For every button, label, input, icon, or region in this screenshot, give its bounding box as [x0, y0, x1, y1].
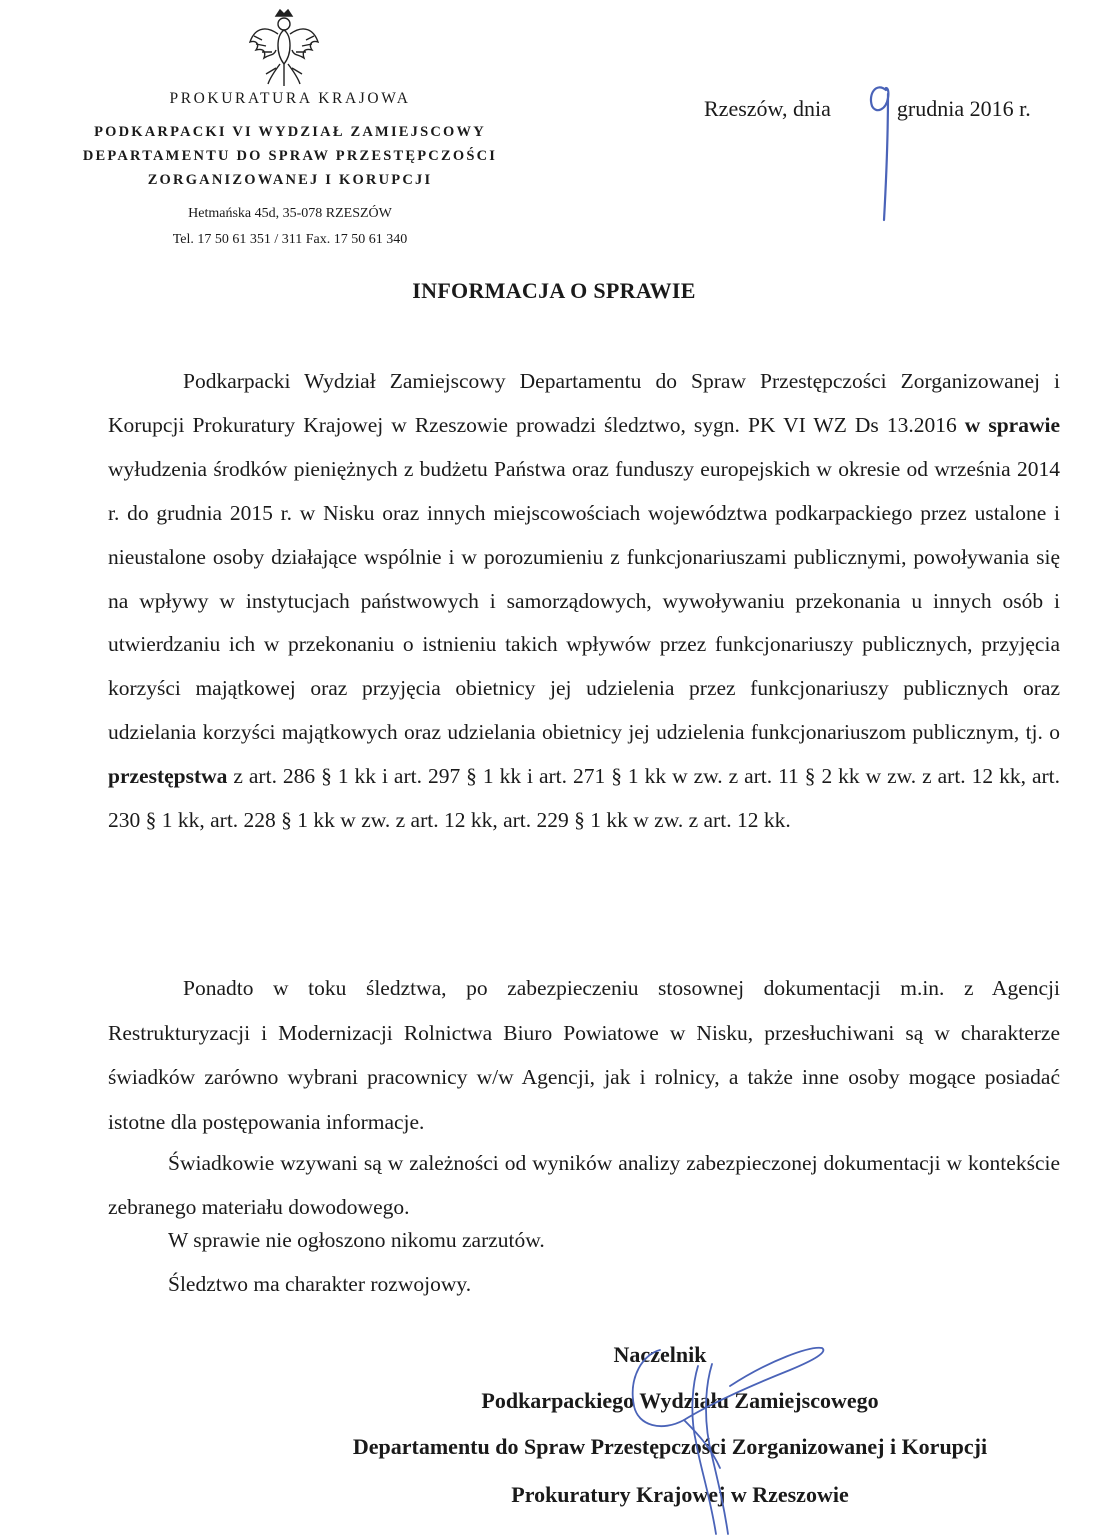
department-line-1: PODKARPACKI VI WYDZIAŁ ZAMIEJSCOWY: [94, 124, 486, 140]
date-prefix: Rzeszów, dnia: [704, 96, 831, 121]
paragraph-1: [108, 360, 1060, 843]
department-line-2: DEPARTAMENTU DO SPRAW PRZESTĘPCZOŚCI: [82, 148, 498, 164]
date-suffix: grudnia 2016 r.: [896, 96, 1031, 121]
paragraph-1-part-2: wyłudzenia środków pieniężnych z budżetu Państwa oraz funduszy europejskich w okresie od września 2014 r. do grudnia 2015 r. w Nisku oraz innych miejscowościach województwa podkarpackiego przez ustalone i nieustalone osoby działające wspólnie i w porozumieniu z funkcjonariuszami publicznymi, powoływania się na wpływy w instytucjach państwowych i samorządowych, wywoływaniu przekonania u innych osób i utwierdzaniu ich w przekonaniu o istnieniu takich wpływów przez funkcjonariuszy publicznych, przyjęcia korzyści majątkowej oraz przyjęcia obietnicy jej udzielenia przez funkcjonariuszy publicznych oraz udzielania korzyści majątkowych oraz udzielania obietnicy jej udzielenia funkcjonariuszom publicznym, tj. o: [108, 456, 1060, 745]
paragraph-1-part-3: z art. 286 § 1 kk i art. 297 § 1 kk i art. 271 § 1 kk w zw. z art. 11 § 2 kk w zw. z art. 12 kk, art. 230 § 1 kk, art. 228 § 1 kk w zw. z art. 12 kk, art. 229 § 1 kk w zw. z art. 12 kk.: [108, 764, 1060, 833]
handwritten-signature: [600, 1346, 840, 1536]
paragraph-5: Śledztwo ma charakter rozwojowy.: [168, 1272, 472, 1296]
handwritten-day: [862, 74, 902, 234]
paragraph-4: W sprawie nie ogłoszono nikomu zarzutów.: [168, 1228, 545, 1252]
signature-line-4: Prokuratury Krajowej w Rzeszowie: [511, 1482, 849, 1507]
paragraph-3: Świadkowie wzywani są w zależności od wyników analizy zabezpieczonej dokumentacji w kontekście zebranego materiału dowodowego.: [108, 1151, 1060, 1219]
paragraph-1-bold-1: w sprawie: [964, 412, 1060, 437]
signature-line-2: Podkarpackiego Wydziału Zamiejscowego: [481, 1388, 879, 1413]
eagle-emblem-icon: [246, 6, 322, 88]
document-title: INFORMACJA O SPRAWIE: [412, 278, 696, 303]
office-phone: Tel. 17 50 61 351 / 311 Fax. 17 50 61 340: [172, 232, 408, 247]
office-name: PROKURATURA KRAJOWA: [169, 90, 411, 107]
paragraph-1-part-1: Podkarpacki Wydział Zamiejscowy Departamentu do Spraw Przestępczości Zorganizowanej i Korupcji Prokuratury Krajowej w Rzeszowie prowadzi śledztwo, sygn. PK VI WZ Ds 13.2016: [108, 369, 1060, 437]
signature-line-3: Departamentu do Spraw Przestępczości Zorganizowanej i Korupcji: [352, 1434, 988, 1459]
office-address: Hetmańska 45d, 35-078 RZESZÓW: [188, 206, 392, 221]
paragraph-1-bold-2: przestępstwa: [108, 764, 228, 789]
paragraph-2: Ponadto w toku śledztwa, po zabezpieczeniu stosownej dokumentacji m.in. z Agencji Restrukturyzacji i Modernizacji Rolnictwa Biuro Powiatowe w Nisku, przesłuchiwani są w charakterze świadków zarówno wybrani pracownicy w/w Agencji, jak i rolnicy, a także inne osoby mogące posiadać istotne dla postępowania informacje.: [108, 976, 1060, 1134]
department-line-3: ZORGANIZOWANEJ I KORUPCJI: [147, 172, 433, 188]
signature-title: Naczelnik: [613, 1342, 707, 1367]
